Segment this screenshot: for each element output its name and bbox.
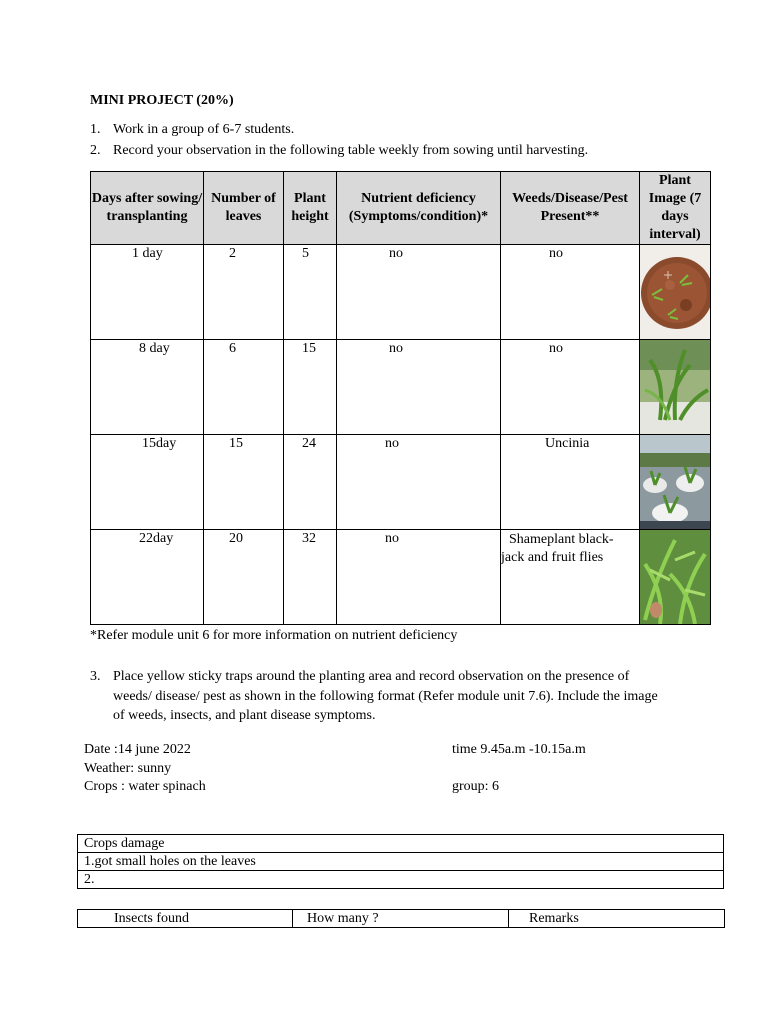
plant-image-day15	[640, 435, 711, 530]
observation-table	[90, 171, 711, 625]
header-days: Days after sowing/ transplanting	[91, 172, 204, 245]
cell-days: 15day	[142, 436, 177, 451]
plant-image-day1	[640, 245, 711, 340]
header-how-many: How many ?	[293, 910, 509, 928]
damage-item: 1.got small holes on the leaves	[78, 853, 724, 871]
cell-weeds: Shameplant black-jack and fruit flies	[501, 532, 614, 565]
time-text: time 9.45a.m -10.15a.m	[452, 742, 586, 757]
table-row	[91, 340, 711, 435]
cell-nutrient: no	[385, 436, 399, 451]
plant-image-day8	[640, 340, 711, 435]
cell-leaves: 15	[229, 436, 243, 451]
cell-leaves: 2	[229, 246, 236, 261]
weather-text: Weather: sunny	[84, 761, 172, 776]
cell-height: 15	[302, 341, 316, 356]
cell-weeds: no	[549, 246, 563, 261]
footnote: *Refer module unit 6 for more information on nutrient deficiency	[90, 628, 458, 643]
instruction-item: 1. Work in a group of 6-7 students.	[90, 122, 295, 137]
cell-days: 1 day	[132, 246, 163, 261]
instruction-step-3: 3. Place yellow sticky traps around the planting area and record observation on the presence of weeds/ disease/ pest as shown in the following format (Refer module unit 7.6). Include the image of weeds, insects, and plant disease symptoms.	[90, 669, 658, 723]
cell-nutrient: no	[389, 341, 403, 356]
header-leaves: Number of leaves	[204, 172, 284, 245]
cell-height: 32	[302, 531, 316, 546]
crops-text: Crops : water spinach	[84, 779, 206, 794]
table-row	[91, 245, 711, 340]
cell-weeds: Uncinia	[545, 436, 590, 451]
header-image: Plant Image (7 days interval)	[640, 172, 711, 245]
plant-image-day22	[640, 530, 711, 625]
cell-nutrient: no	[389, 246, 403, 261]
cell-nutrient: no	[385, 531, 399, 546]
insects-table	[77, 909, 725, 928]
instruction-list	[90, 122, 588, 164]
header-nutrient: Nutrient deficiency (Symptoms/condition)*	[337, 172, 501, 245]
header-remarks: Remarks	[509, 910, 725, 928]
page-title: MINI PROJECT (20%)	[90, 93, 234, 108]
cell-leaves: 20	[229, 531, 243, 546]
damage-item: 2.	[78, 871, 724, 889]
table-row	[78, 853, 724, 871]
header-weeds: Weeds/Disease/Pest Present**	[501, 172, 640, 245]
damage-header: Crops damage	[78, 835, 724, 853]
table-row	[91, 530, 711, 625]
header-height: Plant height	[284, 172, 337, 245]
cell-days: 8 day	[139, 341, 170, 356]
cell-days: 22day	[139, 531, 174, 546]
cell-weeds: no	[549, 341, 563, 356]
table-row	[78, 910, 725, 928]
group-text: group: 6	[452, 779, 500, 794]
instruction-item: 2. Record your observation in the following table weekly from sowing until harvesting.	[90, 143, 589, 158]
crop-damage-table	[77, 834, 724, 889]
cell-height: 5	[302, 246, 309, 261]
cell-height: 24	[302, 436, 316, 451]
table-row	[91, 435, 711, 530]
cell-leaves: 6	[229, 341, 236, 356]
date-text: Date :14 june 2022	[84, 742, 191, 757]
table-row	[78, 835, 724, 853]
header-insects-found: Insects found	[78, 910, 293, 928]
table-row	[78, 871, 724, 889]
